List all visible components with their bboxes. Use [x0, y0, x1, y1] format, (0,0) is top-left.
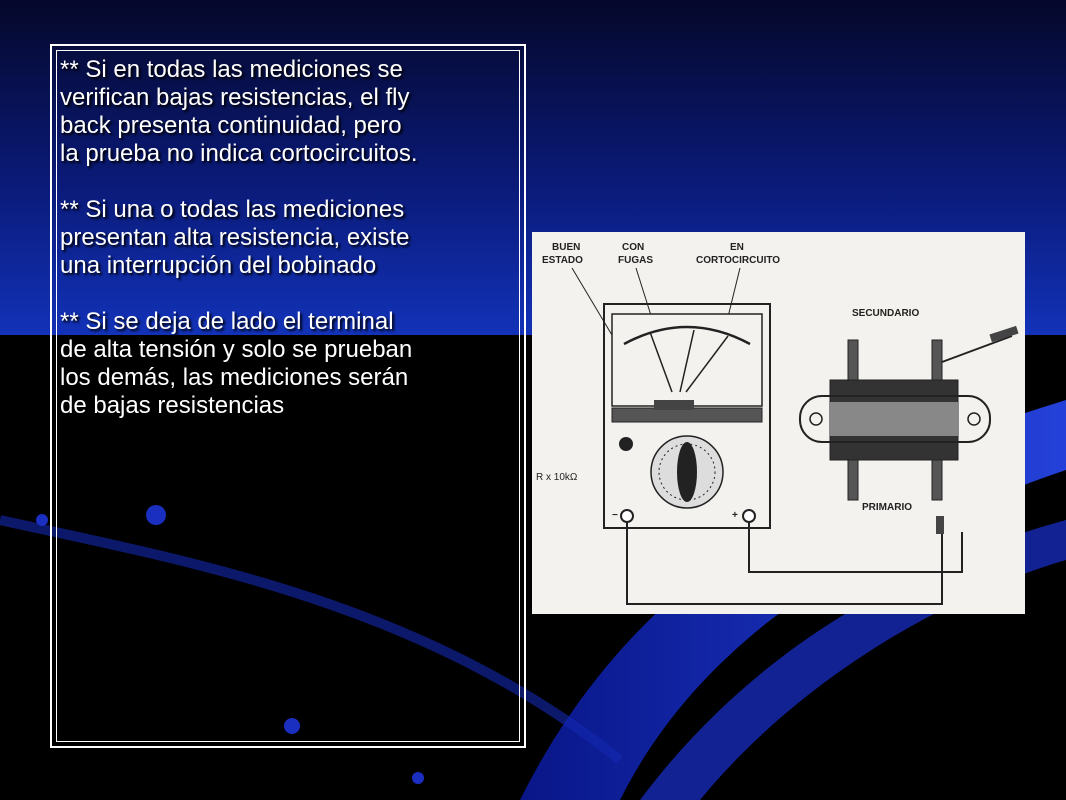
zero-adjust-icon [619, 437, 633, 451]
label-minus: − [612, 510, 618, 521]
flyback-test-figure [532, 232, 1025, 614]
negative-jack-icon [621, 510, 633, 522]
label-good-state-2: ESTADO [542, 255, 583, 266]
label-short-1: EN [730, 242, 744, 253]
label-good-state-1: BUEN [552, 242, 581, 253]
label-short-2: CORTOCIRCUITO [696, 255, 781, 266]
paragraph-continuity: ** Si en todas las mediciones se verifican bajas resistencias, el fly back presenta continuidad, pero la prueba no indica cortocircuitos. [60, 56, 418, 167]
paragraph-high-voltage-terminal: ** Si se deja de lado el terminal de alta tensión y solo se prueban los demás, las mediciones serán de bajas resistencias [60, 308, 413, 419]
label-primary: PRIMARIO [862, 502, 912, 513]
text-block [60, 56, 530, 448]
paragraph-high-resistance: ** Si una o todas las mediciones presentan alta resistencia, existe una interrupción del bobinado [60, 196, 410, 279]
label-leaks-1: CON [622, 242, 645, 253]
multimeter-diagram [532, 232, 1025, 614]
label-range: R x 10kΩ [536, 472, 578, 483]
label-leaks-2: FUGAS [618, 255, 653, 266]
label-plus: + [732, 510, 738, 521]
label-secondary: SECUNDARIO [852, 308, 920, 319]
positive-jack-icon [743, 510, 755, 522]
